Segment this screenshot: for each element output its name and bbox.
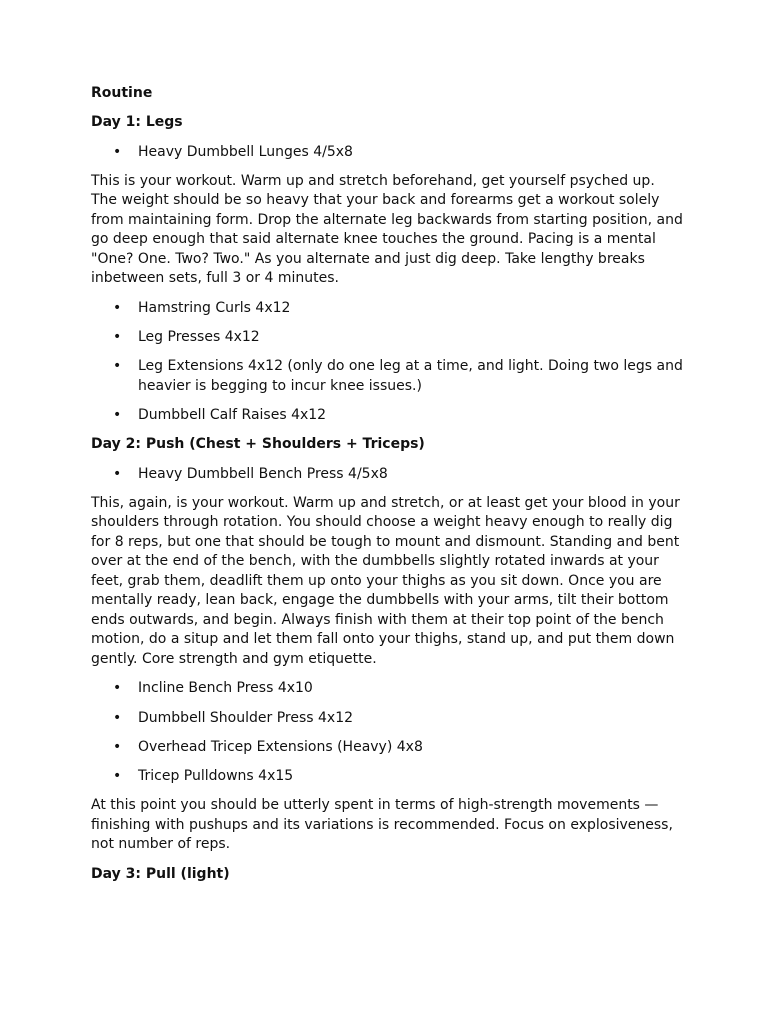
list-item	[91, 465, 683, 485]
bullet-icon: •	[113, 709, 122, 726]
day-2-main-list	[91, 465, 683, 485]
bullet-icon: •	[113, 143, 122, 160]
day-2-closing: At this point you should be utterly spent in terms of high-strength movements — finishing with pushups and its variations is recommended. Focus on explosiveness, not number of reps.	[91, 797, 673, 853]
list-item-text: Overhead Tricep Extensions (Heavy) 4x8	[138, 738, 423, 755]
day-1-main-list	[91, 143, 683, 163]
list-item-text: Heavy Dumbbell Lunges 4/5x8	[138, 143, 353, 160]
bullet-icon: •	[113, 299, 122, 316]
document-title: Routine	[91, 85, 153, 101]
list-item-text: Dumbbell Calf Raises 4x12	[138, 407, 327, 424]
bullet-icon: •	[113, 407, 122, 424]
day-2-heading: Day 2: Push (Chest + Shoulders + Triceps)	[91, 436, 425, 453]
document-body	[91, 84, 683, 894]
list-item	[91, 679, 683, 699]
list-item	[91, 357, 683, 396]
list-item	[91, 767, 683, 787]
list-item	[91, 328, 683, 348]
list-item	[91, 143, 683, 163]
day-3-heading: Day 3: Pull (light)	[91, 865, 230, 882]
list-item-text: Heavy Dumbbell Bench Press 4/5x8	[138, 465, 388, 482]
day-1-heading: Day 1: Legs	[91, 114, 183, 131]
bullet-icon: •	[113, 465, 122, 482]
day-2-exercise-list	[91, 679, 683, 786]
day-1-exercise-list	[91, 299, 683, 426]
bullet-icon: •	[113, 358, 122, 375]
bullet-icon: •	[113, 768, 122, 785]
list-item	[91, 709, 683, 729]
bullet-icon: •	[113, 680, 122, 697]
list-item-text: Dumbbell Shoulder Press 4x12	[138, 709, 354, 726]
day-1-description: This is your workout. Warm up and stretch beforehand, get yourself psyched up. The weight should be so heavy that your back and forearms get a workout solely from maintaining form. Drop the alternate leg backwards from starting position, and go deep enough that said alternate knee touches the ground. Pacing is a mental "One? One. Two? Two." As you alternate and just dig deep. Take lengthy breaks inbetween sets, full 3 or 4 minutes.	[91, 172, 683, 287]
list-item-text: Tricep Pulldowns 4x15	[138, 768, 294, 785]
list-item-text: Incline Bench Press 4x10	[138, 680, 313, 697]
bullet-icon: •	[113, 738, 122, 755]
list-item	[91, 738, 683, 758]
bullet-icon: •	[113, 328, 122, 345]
list-item	[91, 299, 683, 319]
list-item-text: Leg Presses 4x12	[138, 328, 260, 345]
list-item-text: Leg Extensions 4x12 (only do one leg at a time, and light. Doing two legs and heavier is begging to incur knee issues.)	[138, 358, 683, 394]
day-2-description: This, again, is your workout. Warm up and stretch, or at least get your blood in your shoulders through rotation. You should choose a weight heavy enough to really dig for 8 reps, but one that should be tough to mount and dismount. Standing and bent over at the end of the bench, with the dumbbells slightly rotated inwards at your feet, grab them, deadlift them up onto your thighs as you sit down. Once you are mentally ready, lean back, engage the dumbbells with your arms, tilt their bottom ends outwards, and begin. Always finish with them at their top point of the bench motion, do a situp and let them fall onto your thighs, stand up, and put them down gently. Core strength and gym etiquette.	[91, 494, 680, 667]
list-item-text: Hamstring Curls 4x12	[138, 299, 291, 316]
list-item	[91, 406, 683, 426]
